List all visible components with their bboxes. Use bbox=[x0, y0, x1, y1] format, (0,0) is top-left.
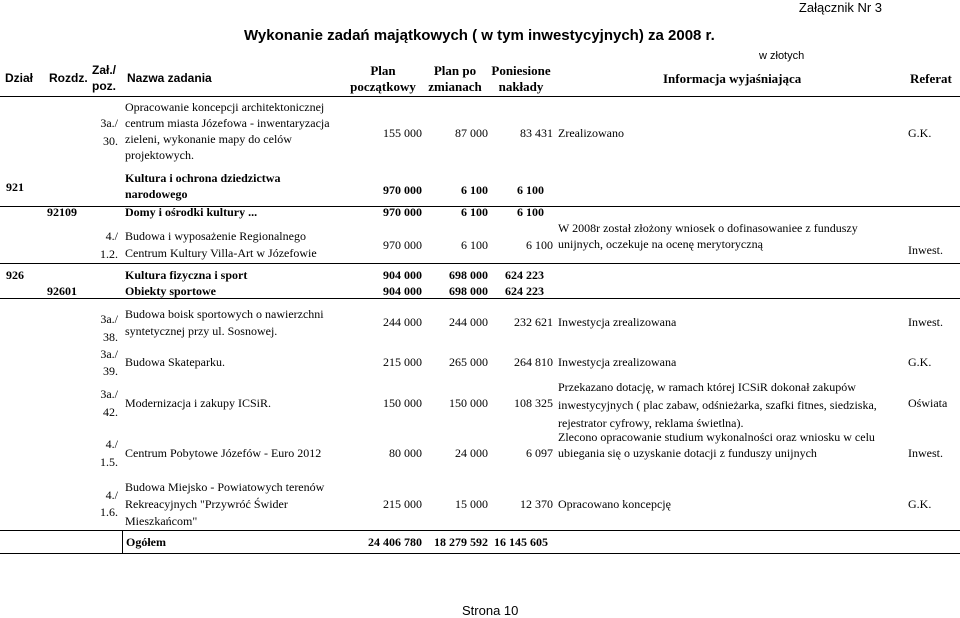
row7-poz1: 3a./ bbox=[100, 347, 118, 361]
row2-rozdz: 92109 bbox=[47, 205, 77, 219]
row8-plan-po: 150 000 bbox=[449, 396, 488, 410]
row1-plan-po: 6 100 bbox=[461, 183, 488, 197]
row5-nazwa: Obiekty sportowe bbox=[125, 284, 216, 298]
row8-poz1: 3a./ bbox=[100, 387, 118, 401]
row6-poz2: 38. bbox=[103, 330, 118, 344]
header-plan-poczatkowy: początkowy bbox=[350, 79, 416, 94]
row6-poniesione: 232 621 bbox=[514, 315, 553, 329]
header-zal: Zał./ bbox=[91, 63, 116, 77]
row10-poniesione: 12 370 bbox=[520, 497, 553, 511]
header-poniesione: Poniesione bbox=[491, 63, 551, 78]
row0-referat: G.K. bbox=[908, 126, 932, 140]
row3-poniesione: 6 100 bbox=[526, 238, 553, 252]
header-referat: Referat bbox=[910, 71, 952, 86]
row7-referat: G.K. bbox=[908, 355, 932, 369]
row9-nazwa: Centrum Pobytowe Józefów - Euro 2012 bbox=[125, 446, 322, 460]
header-informacja: Informacja wyjaśniająca bbox=[663, 71, 802, 86]
header-nazwa: Nazwa zadania bbox=[127, 71, 212, 85]
row9-plan: 80 000 bbox=[389, 446, 422, 460]
row9-poniesione: 6 097 bbox=[526, 446, 553, 460]
header-dzial: Dział bbox=[5, 71, 34, 85]
total-bottom-line bbox=[0, 553, 960, 554]
page-number: Strona 10 bbox=[462, 603, 519, 618]
row9-poz2: 1.5. bbox=[100, 455, 118, 469]
row3-referat: Inwest. bbox=[908, 243, 943, 257]
row10-poz2: 1.6. bbox=[100, 505, 118, 519]
row4-dzial: 926 bbox=[6, 268, 24, 282]
row9-referat: Inwest. bbox=[908, 446, 943, 460]
row5-rozdz: 92601 bbox=[47, 284, 77, 298]
row3-plan-po: 6 100 bbox=[461, 238, 488, 252]
attachment-label: Załącznik Nr 3 bbox=[798, 0, 882, 15]
total-label: Ogółem bbox=[126, 535, 166, 549]
row7-poniesione: 264 810 bbox=[514, 355, 553, 369]
row8-info: Przekazano dotację, w ramach której ICSiR dokonał zakupów inwestycyjnych ( plac zabaw, odśnieżarka, szafki fitnes, siedziska, rejestrator cyfrowy, reklama świetlna). bbox=[558, 380, 877, 430]
row4-poniesione: 624 223 bbox=[505, 268, 544, 282]
row1-poniesione: 6 100 bbox=[517, 183, 544, 197]
row9-poz1: 4./ bbox=[105, 437, 118, 451]
total-poniesione: 16 145 605 bbox=[494, 535, 548, 549]
row10-poz1: 4./ bbox=[105, 488, 118, 502]
header-poz: poz. bbox=[92, 79, 116, 93]
header-naklady: nakłady bbox=[498, 79, 544, 94]
row8-referat: Oświata bbox=[908, 396, 948, 410]
row9-info: Zlecono opracowanie studium wykonalności oraz wniosku w celu ubiegania się o uzyskanie dotacji z funduszy unijnych bbox=[558, 430, 875, 460]
row2-plan: 970 000 bbox=[383, 205, 422, 219]
row4-plan: 904 000 bbox=[383, 268, 422, 282]
row10-info: Opracowano koncepcję bbox=[558, 497, 671, 511]
row10-referat: G.K. bbox=[908, 497, 932, 511]
row6-info: Inwestycja zrealizowana bbox=[558, 315, 677, 329]
row7-plan: 215 000 bbox=[383, 355, 422, 369]
row10-plan: 215 000 bbox=[383, 497, 422, 511]
row6-nazwa: Budowa boisk sportowych o nawierzchni syntetycznej przy ul. Sosnowej. bbox=[125, 307, 324, 338]
row10-nazwa: Budowa Miejsko - Powiatowych terenów Rekreacyjnych "Przywróć Świder Mieszkańcom" bbox=[125, 480, 325, 528]
total-plan: 24 406 780 bbox=[368, 535, 422, 549]
row0-plan-po: 87 000 bbox=[455, 126, 488, 140]
row7-nazwa: Budowa Skateparku. bbox=[125, 355, 225, 369]
header-rozdz: Rozdz. bbox=[49, 71, 88, 85]
row5-plan: 904 000 bbox=[383, 284, 422, 298]
row5-plan-po: 698 000 bbox=[449, 284, 488, 298]
row3-plan: 970 000 bbox=[383, 238, 422, 252]
row6-plan: 244 000 bbox=[383, 315, 422, 329]
row3-info: W 2008r został złożony wniosek o dofinasowaniee z funduszy unijnych, oczekuje na ocenę merytoryczną bbox=[558, 221, 858, 251]
row0-poniesione: 83 431 bbox=[520, 126, 553, 140]
header-zmianach: zmianach bbox=[428, 79, 482, 94]
row6-poz1: 3a./ bbox=[100, 312, 118, 326]
page-title: Wykonanie zadań majątkowych ( w tym inwestycyjnych) za 2008 r. bbox=[244, 27, 715, 44]
row6-referat: Inwest. bbox=[908, 315, 943, 329]
currency-note: w złotych bbox=[759, 50, 805, 62]
header-bottom-line bbox=[0, 96, 960, 97]
row1-dzial: 921 bbox=[6, 180, 24, 194]
total-divider bbox=[122, 530, 123, 553]
row0-plan: 155 000 bbox=[383, 126, 422, 140]
row0-poz1: 3a./ bbox=[100, 116, 118, 130]
row7-plan-po: 265 000 bbox=[449, 355, 488, 369]
row1-nazwa: Kultura i ochrona dziedzictwa narodowego bbox=[125, 171, 281, 201]
row0-nazwa: Opracowanie koncepcji architektonicznej centrum miasta Józefowa - inwentaryzacja zieleni, wykonanie mapy do celów projektowych. bbox=[125, 100, 330, 162]
row0-poz2: 30. bbox=[103, 134, 118, 148]
row7-poz2: 39. bbox=[103, 364, 118, 378]
row3-poz1: 4./ bbox=[105, 229, 118, 243]
row2-poniesione: 6 100 bbox=[517, 205, 544, 219]
row0-info: Zrealizowano bbox=[558, 126, 624, 140]
row2-nazwa: Domy i ośrodki kultury ... bbox=[125, 205, 258, 219]
total-plan-po: 18 279 592 bbox=[434, 535, 488, 549]
row8-poniesione: 108 325 bbox=[514, 396, 553, 410]
row10-plan-po: 15 000 bbox=[455, 497, 488, 511]
row5-poniesione: 624 223 bbox=[505, 284, 544, 298]
header-plan-po: Plan po bbox=[433, 63, 477, 78]
header-plan: Plan bbox=[370, 63, 396, 78]
row8-nazwa: Modernizacja i zakupy ICSiR. bbox=[125, 396, 271, 410]
row1-plan: 970 000 bbox=[383, 183, 422, 197]
row9-plan-po: 24 000 bbox=[455, 446, 488, 460]
row8-plan: 150 000 bbox=[383, 396, 422, 410]
row8-poz2: 42. bbox=[103, 405, 118, 419]
row6-plan-po: 244 000 bbox=[449, 315, 488, 329]
row4-nazwa: Kultura fizyczna i sport bbox=[125, 268, 248, 282]
row3-poz2: 1.2. bbox=[100, 247, 118, 261]
row3-nazwa: Budowa i wyposażenie Regionalnego Centrum Kultury Villa-Art w Józefowie bbox=[125, 229, 317, 260]
total-top-line bbox=[0, 530, 960, 531]
row4-plan-po: 698 000 bbox=[449, 268, 488, 282]
row-line-926 bbox=[0, 263, 960, 264]
row7-info: Inwestycja zrealizowana bbox=[558, 355, 677, 369]
row2-plan-po: 6 100 bbox=[461, 205, 488, 219]
